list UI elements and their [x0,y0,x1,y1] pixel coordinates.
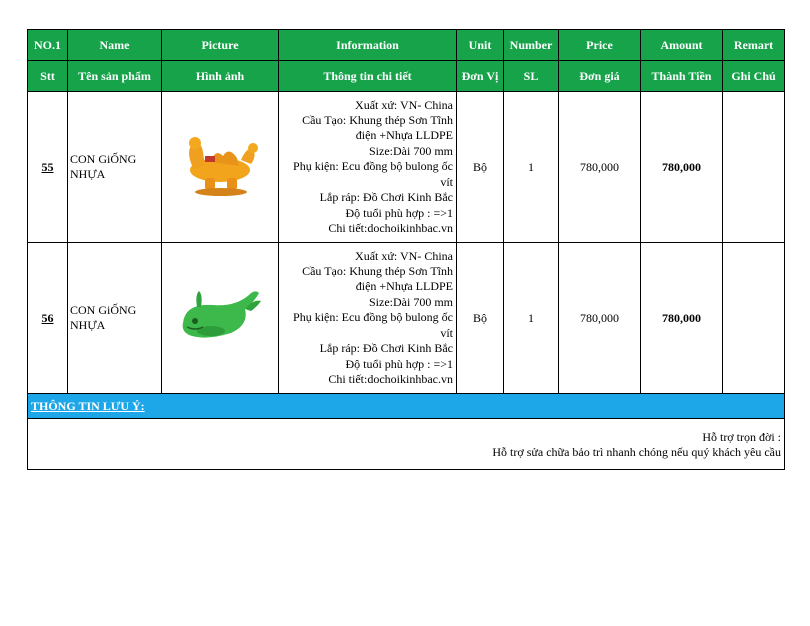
item-price: 780,000 [559,92,641,243]
table-row [28,243,785,394]
header-number: Number [504,30,559,61]
table-row [28,92,785,243]
item-unit: Bộ [457,243,504,394]
product-quote-table [27,29,785,470]
header-row-vietnamese [28,61,785,92]
camel-rocking-toy-icon [175,130,265,200]
header-ghi-chu: Ghi Chú [723,61,785,92]
note-header-row [28,394,785,419]
header-thanh-tien: Thành Tiền [641,61,723,92]
item-price: 780,000 [559,243,641,394]
header-stt: Stt [28,61,68,92]
item-stt[interactable]: 56 [28,243,68,394]
item-info: Xuất xứ: VN- China Cầu Tạo: Khung thép Sơn Tĩnh điện +Nhựa LLDPE Size:Dài 700 mm Phụ kiện: Ecu đồng bộ bulong ốc vít Lắp ráp: Đồ Chơi Kinh Bắc Độ tuổi phù hợp : =>1 Chi tiết:dochoikinhbac.vn [279,92,457,243]
item-info: Xuất xứ: VN- China Cầu Tạo: Khung thép Sơn Tĩnh điện +Nhựa LLDPE Size:Dài 700 mm Phụ kiện: Ecu đồng bộ bulong ốc vít Lắp ráp: Đồ Chơi Kinh Bắc Độ tuổi phù hợp : =>1 Chi tiết:dochoikinhbac.vn [279,243,457,394]
item-amount: 780,000 [641,243,723,394]
header-ten-san-pham: Tên sản phẩm [68,61,162,92]
item-remark [723,92,785,243]
item-remark [723,243,785,394]
header-unit: Unit [457,30,504,61]
item-unit: Bộ [457,92,504,243]
item-stt[interactable]: 55 [28,92,68,243]
note-line: Hỗ trợ sửa chữa bảo trì nhanh chóng nếu quý khách yêu cầu [492,445,781,459]
header-sl: SL [504,61,559,92]
item-picture [162,92,279,243]
header-no: NO.1 [28,30,68,61]
header-hinh-anh: Hình ảnh [162,61,279,92]
header-remark: Remart [723,30,785,61]
header-name: Name [68,30,162,61]
note-body-row [28,419,785,470]
header-thong-tin: Thông tin chi tiết [279,61,457,92]
header-price: Price [559,30,641,61]
item-name: CON GiỐNG NHỰA [68,243,162,394]
item-picture [162,243,279,394]
item-name: CON GiỐNG NHỰA [68,92,162,243]
whale-rocking-toy-icon [175,281,265,351]
item-qty: 1 [504,92,559,243]
header-don-vi: Đơn Vị [457,61,504,92]
item-qty: 1 [504,243,559,394]
note-line: Hỗ trợ trọn đời : [702,430,781,444]
header-amount: Amount [641,30,723,61]
note-title[interactable]: THÔNG TIN LƯU Ý: [31,398,145,413]
item-amount: 780,000 [641,92,723,243]
header-row-english [28,30,785,61]
header-picture: Picture [162,30,279,61]
header-don-gia: Đơn giá [559,61,641,92]
header-information: Information [279,30,457,61]
